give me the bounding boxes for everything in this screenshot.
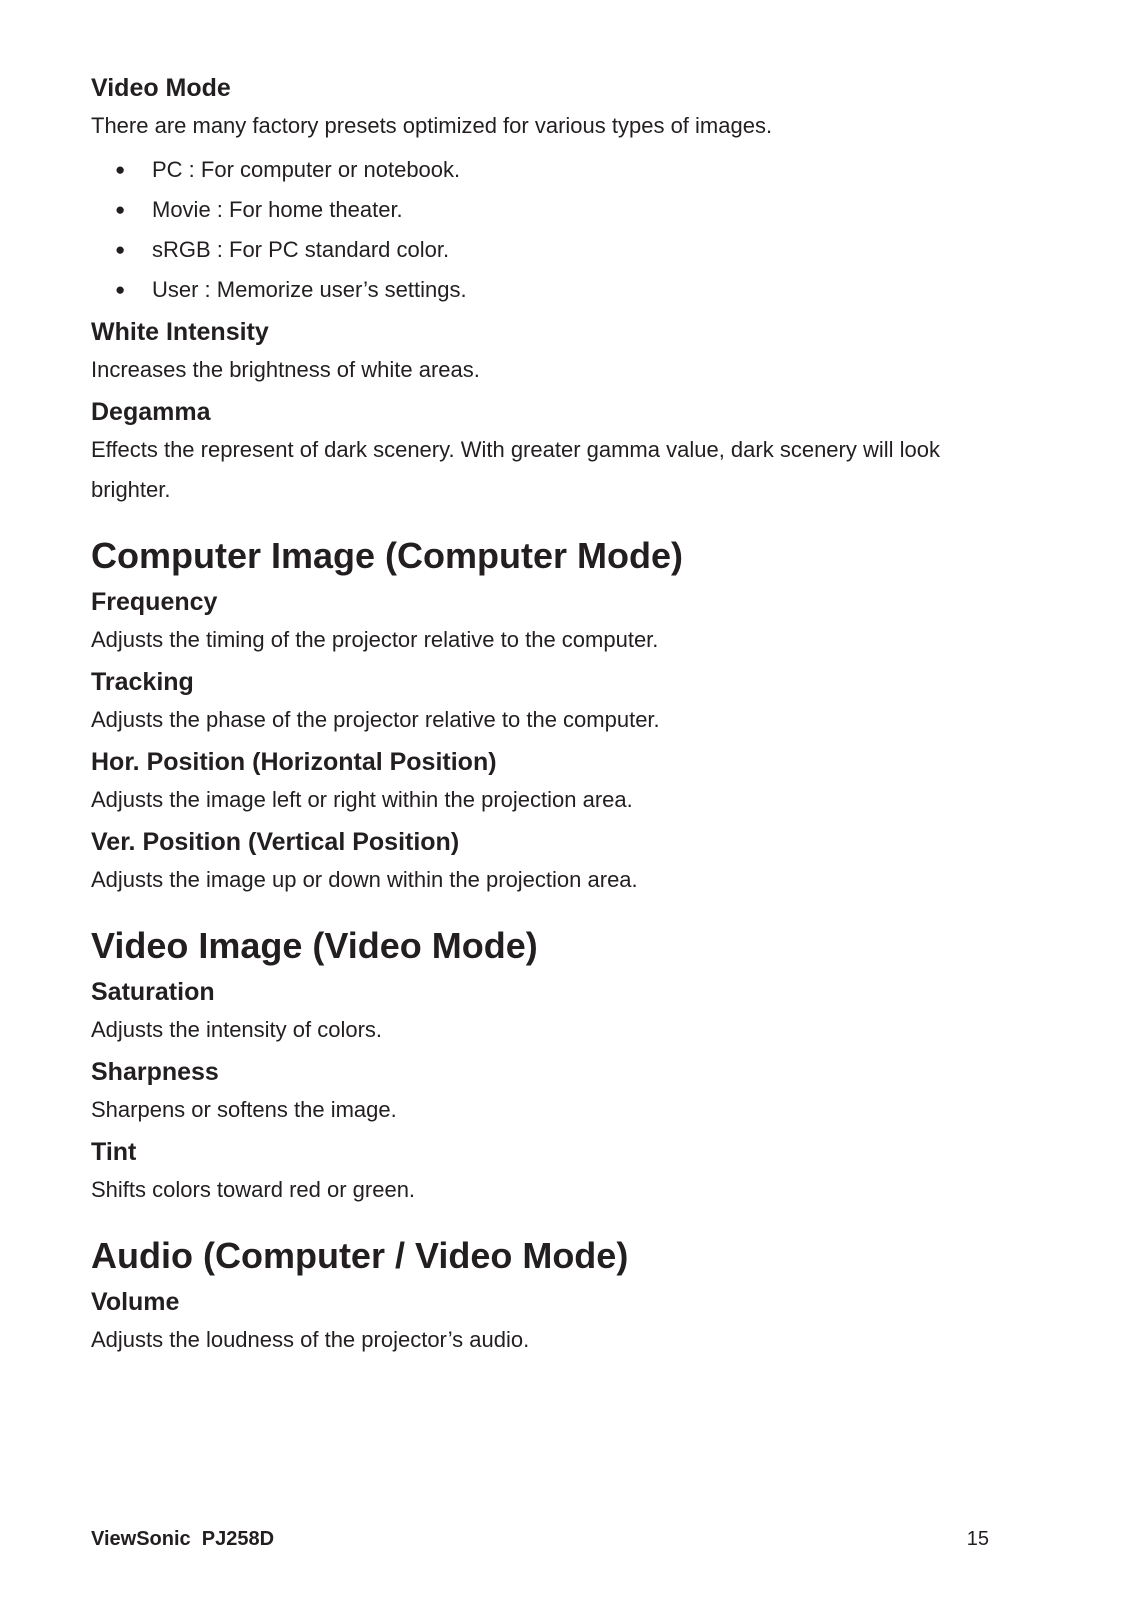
white-intensity-text: Increases the brightness of white areas. — [91, 357, 480, 382]
hor-position-heading: Hor. Position (Horizontal Position) — [91, 748, 497, 776]
volume-text: Adjusts the loudness of the projector’s audio. — [91, 1327, 530, 1352]
ver-position-heading: Ver. Position (Vertical Position) — [91, 828, 460, 856]
computer-image-title: Computer Image (Computer Mode) — [91, 535, 684, 576]
bullet-icon: ● — [115, 160, 126, 179]
list-item: ● sRGB : For PC standard color. — [91, 230, 1011, 270]
audio-title: Audio (Computer / Video Mode) — [91, 1235, 629, 1276]
list-item: ● User : Memorize user’s settings. — [91, 270, 1011, 310]
hor-position-text: Adjusts the image left or right within the projection area. — [91, 787, 633, 812]
footer-brand: ViewSonic PJ258D — [91, 1528, 275, 1550]
video-mode-intro: There are many factory presets optimized for various types of images. — [91, 113, 773, 138]
degamma-heading: Degamma — [91, 398, 211, 426]
bullet-icon: ● — [115, 200, 126, 219]
bullet-icon: ● — [115, 240, 126, 259]
tracking-text: Adjusts the phase of the projector relative to the computer. — [91, 707, 660, 732]
frequency-text: Adjusts the timing of the projector relative to the computer. — [91, 627, 659, 652]
tint-text: Shifts colors toward red or green. — [91, 1177, 416, 1202]
degamma-text: Effects the represent of dark scenery. With greater gamma value, dark scenery will look brighter. — [91, 437, 940, 502]
list-item: ● Movie : For home theater. — [91, 190, 1011, 230]
bullet-icon: ● — [115, 280, 126, 299]
list-item: ● PC : For computer or notebook. — [91, 150, 1011, 190]
video-mode-list — [91, 150, 1011, 310]
frequency-heading: Frequency — [91, 588, 218, 616]
page-number: 15 — [966, 1528, 989, 1550]
sharpness-heading: Sharpness — [91, 1058, 219, 1086]
white-intensity-heading: White Intensity — [91, 318, 269, 346]
ver-position-text: Adjusts the image up or down within the projection area. — [91, 867, 638, 892]
sharpness-text: Sharpens or softens the image. — [91, 1097, 397, 1122]
video-image-title: Video Image (Video Mode) — [91, 925, 538, 966]
saturation-heading: Saturation — [91, 978, 215, 1006]
document-page — [91, 70, 1011, 1364]
video-mode-heading: Video Mode — [91, 74, 231, 102]
tint-heading: Tint — [91, 1138, 137, 1166]
saturation-text: Adjusts the intensity of colors. — [91, 1017, 383, 1042]
volume-heading: Volume — [91, 1288, 180, 1316]
tracking-heading: Tracking — [91, 668, 194, 696]
